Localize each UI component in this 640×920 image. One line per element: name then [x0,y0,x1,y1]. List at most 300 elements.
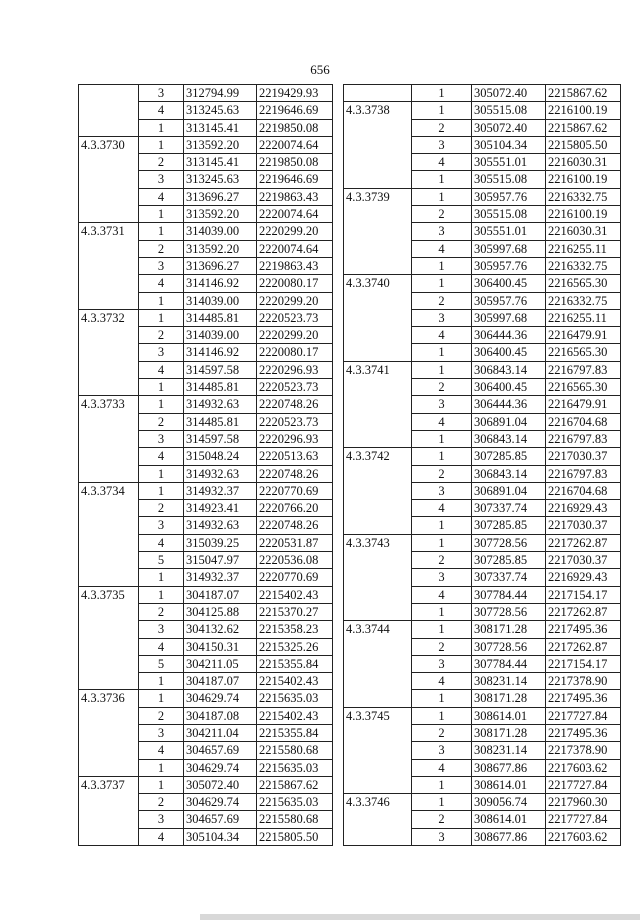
x-coordinate-cell: 305957.76 [472,292,546,309]
y-coordinate-cell: 2220074.64 [257,206,333,223]
point-number-cell: 1 [139,482,184,499]
point-number-cell: 2 [139,413,184,430]
x-coordinate-cell: 305997.68 [472,240,546,257]
point-number-cell: 2 [139,794,184,811]
point-number-cell: 3 [412,223,472,240]
y-coordinate-cell: 2219646.69 [257,171,333,188]
point-number-cell: 3 [139,517,184,534]
y-coordinate-cell: 2217727.84 [546,811,621,828]
y-coordinate-cell: 2215402.43 [257,586,333,603]
y-coordinate-cell: 2215805.50 [257,828,333,845]
y-coordinate-cell: 2215635.03 [257,794,333,811]
y-coordinate-cell: 2215867.62 [257,776,333,793]
y-coordinate-cell: 2216797.83 [546,465,621,482]
point-number-cell: 3 [139,430,184,447]
point-number-cell: 4 [139,638,184,655]
x-coordinate-cell: 314146.92 [184,344,257,361]
parcel-id-cell: 4.3.3735 [79,586,139,690]
table-row [79,136,333,153]
x-coordinate-cell: 306400.45 [472,275,546,292]
y-coordinate-cell: 2217378.90 [546,673,621,690]
point-number-cell: 1 [412,448,472,465]
point-number-cell: 1 [412,188,472,205]
x-coordinate-cell: 314039.00 [184,292,257,309]
y-coordinate-cell: 2215355.84 [257,655,333,672]
point-number-cell: 4 [412,240,472,257]
point-number-cell: 2 [139,707,184,724]
y-coordinate-cell: 2215370.27 [257,603,333,620]
y-coordinate-cell: 2220748.26 [257,465,333,482]
y-coordinate-cell: 2216332.75 [546,188,621,205]
point-number-cell: 3 [412,136,472,153]
y-coordinate-cell: 2220531.87 [257,534,333,551]
y-coordinate-cell: 2219863.43 [257,188,333,205]
y-coordinate-cell: 2215580.68 [257,742,333,759]
point-number-cell: 2 [412,292,472,309]
y-coordinate-cell: 2216565.30 [546,275,621,292]
table-row [344,448,621,465]
x-coordinate-cell: 306400.45 [472,344,546,361]
y-coordinate-cell: 2216255.11 [546,309,621,326]
x-coordinate-cell: 308614.01 [472,707,546,724]
x-coordinate-cell: 305551.01 [472,223,546,240]
y-coordinate-cell: 2217154.17 [546,586,621,603]
point-number-cell: 2 [139,500,184,517]
x-coordinate-cell: 304657.69 [184,811,257,828]
x-coordinate-cell: 307728.56 [472,534,546,551]
point-number-cell: 1 [139,119,184,136]
point-number-cell: 1 [412,621,472,638]
y-coordinate-cell: 2216565.30 [546,379,621,396]
x-coordinate-cell: 305515.08 [472,171,546,188]
y-coordinate-cell: 2216030.31 [546,223,621,240]
x-coordinate-cell: 314146.92 [184,275,257,292]
point-number-cell: 3 [412,569,472,586]
point-number-cell: 1 [412,517,472,534]
y-coordinate-cell: 2216332.75 [546,257,621,274]
x-coordinate-cell: 304187.08 [184,707,257,724]
point-number-cell: 2 [412,724,472,741]
parcel-id-cell: 4.3.3730 [79,136,139,222]
x-coordinate-cell: 307728.56 [472,638,546,655]
y-coordinate-cell: 2217262.87 [546,534,621,551]
point-number-cell: 1 [412,85,472,102]
point-number-cell: 2 [412,465,472,482]
point-number-cell: 1 [412,603,472,620]
y-coordinate-cell: 2219646.69 [257,102,333,119]
x-coordinate-cell: 308171.28 [472,621,546,638]
x-coordinate-cell: 307784.44 [472,586,546,603]
point-number-cell: 1 [139,206,184,223]
point-number-cell: 4 [139,742,184,759]
point-number-cell: 1 [139,465,184,482]
point-number-cell: 2 [412,552,472,569]
y-coordinate-cell: 2216100.19 [546,102,621,119]
point-number-cell: 1 [139,136,184,153]
y-coordinate-cell: 2215867.62 [546,85,621,102]
x-coordinate-cell: 307784.44 [472,655,546,672]
y-coordinate-cell: 2215355.84 [257,724,333,741]
y-coordinate-cell: 2215402.43 [257,707,333,724]
x-coordinate-cell: 314923.41 [184,500,257,517]
point-number-cell: 3 [139,621,184,638]
x-coordinate-cell: 305072.40 [472,85,546,102]
x-coordinate-cell: 314932.63 [184,396,257,413]
x-coordinate-cell: 304132.62 [184,621,257,638]
x-coordinate-cell: 304187.07 [184,586,257,603]
x-coordinate-cell: 313696.27 [184,188,257,205]
point-number-cell: 2 [412,206,472,223]
table-row [344,102,621,119]
x-coordinate-cell: 313592.20 [184,206,257,223]
point-number-cell: 2 [139,603,184,620]
point-number-cell: 4 [139,102,184,119]
table-row [344,361,621,378]
point-number-cell: 5 [139,655,184,672]
point-number-cell: 1 [412,171,472,188]
y-coordinate-cell: 2216704.68 [546,482,621,499]
parcel-id-cell: 4.3.3741 [344,361,412,447]
x-coordinate-cell: 304211.05 [184,655,257,672]
point-number-cell: 1 [412,257,472,274]
y-coordinate-cell: 2216332.75 [546,292,621,309]
x-coordinate-cell: 306843.14 [472,430,546,447]
x-coordinate-cell: 307285.85 [472,552,546,569]
point-number-cell: 1 [412,690,472,707]
y-coordinate-cell: 2220074.64 [257,136,333,153]
x-coordinate-cell: 314597.58 [184,361,257,378]
point-number-cell: 1 [412,794,472,811]
y-coordinate-cell: 2215402.43 [257,673,333,690]
x-coordinate-cell: 307337.74 [472,500,546,517]
table-row [344,85,621,102]
coordinates-table-right [343,84,621,846]
x-coordinate-cell: 308614.01 [472,776,546,793]
table-row [79,776,333,793]
parcel-id-cell: 4.3.3731 [79,223,139,309]
y-coordinate-cell: 2217262.87 [546,603,621,620]
x-coordinate-cell: 314932.37 [184,569,257,586]
x-coordinate-cell: 304150.31 [184,638,257,655]
y-coordinate-cell: 2216479.91 [546,396,621,413]
point-number-cell: 3 [412,396,472,413]
parcel-id-cell: 4.3.3734 [79,482,139,586]
y-coordinate-cell: 2216704.68 [546,413,621,430]
x-coordinate-cell: 313245.63 [184,171,257,188]
y-coordinate-cell: 2216797.83 [546,361,621,378]
y-coordinate-cell: 2215580.68 [257,811,333,828]
x-coordinate-cell: 314597.58 [184,430,257,447]
x-coordinate-cell: 305515.08 [472,102,546,119]
point-number-cell: 3 [139,724,184,741]
y-coordinate-cell: 2217495.36 [546,690,621,707]
point-number-cell: 2 [412,811,472,828]
point-number-cell: 3 [139,811,184,828]
point-number-cell: 1 [139,309,184,326]
x-coordinate-cell: 305997.68 [472,309,546,326]
y-coordinate-cell: 2220748.26 [257,517,333,534]
x-coordinate-cell: 314932.63 [184,517,257,534]
x-coordinate-cell: 306444.36 [472,327,546,344]
x-coordinate-cell: 314485.81 [184,413,257,430]
point-number-cell: 1 [412,776,472,793]
point-number-cell: 1 [412,534,472,551]
x-coordinate-cell: 307337.74 [472,569,546,586]
point-number-cell: 4 [412,673,472,690]
parcel-id-cell: 4.3.3739 [344,188,412,274]
scan-edge [200,914,640,920]
y-coordinate-cell: 2220770.69 [257,569,333,586]
y-coordinate-cell: 2215325.26 [257,638,333,655]
point-number-cell: 4 [412,586,472,603]
point-number-cell: 1 [139,690,184,707]
page-number: 656 [310,62,330,77]
parcel-id-cell: 4.3.3732 [79,309,139,395]
y-coordinate-cell: 2220299.20 [257,327,333,344]
x-coordinate-cell: 306843.14 [472,361,546,378]
y-coordinate-cell: 2217154.17 [546,655,621,672]
table-row [344,707,621,724]
x-coordinate-cell: 314932.63 [184,465,257,482]
point-number-cell: 1 [139,396,184,413]
x-coordinate-cell: 306891.04 [472,482,546,499]
y-coordinate-cell: 2219850.08 [257,119,333,136]
parcel-id-cell [79,85,139,137]
y-coordinate-cell: 2220770.69 [257,482,333,499]
y-coordinate-cell: 2217603.62 [546,828,621,845]
parcel-id-cell: 4.3.3737 [79,776,139,845]
x-coordinate-cell: 304657.69 [184,742,257,759]
point-number-cell: 3 [412,482,472,499]
y-coordinate-cell: 2219850.08 [257,154,333,171]
y-coordinate-cell: 2220080.17 [257,275,333,292]
point-number-cell: 1 [139,292,184,309]
parcel-id-cell: 4.3.3745 [344,707,412,793]
table-row [344,534,621,551]
point-number-cell: 1 [412,344,472,361]
y-coordinate-cell: 2217378.90 [546,742,621,759]
x-coordinate-cell: 307285.85 [472,517,546,534]
x-coordinate-cell: 314485.81 [184,379,257,396]
y-coordinate-cell: 2216797.83 [546,430,621,447]
point-number-cell: 4 [412,413,472,430]
parcel-id-cell: 4.3.3746 [344,794,412,846]
x-coordinate-cell: 308614.01 [472,811,546,828]
y-coordinate-cell: 2220074.64 [257,240,333,257]
x-coordinate-cell: 305104.34 [472,136,546,153]
y-coordinate-cell: 2220523.73 [257,309,333,326]
y-coordinate-cell: 2217030.37 [546,552,621,569]
x-coordinate-cell: 313592.20 [184,240,257,257]
y-coordinate-cell: 2219863.43 [257,257,333,274]
point-number-cell: 3 [412,309,472,326]
y-coordinate-cell: 2216100.19 [546,206,621,223]
x-coordinate-cell: 304187.07 [184,673,257,690]
y-coordinate-cell: 2220513.63 [257,448,333,465]
point-number-cell: 4 [139,534,184,551]
point-number-cell: 3 [139,257,184,274]
x-coordinate-cell: 304629.74 [184,794,257,811]
x-coordinate-cell: 307285.85 [472,448,546,465]
point-number-cell: 1 [139,379,184,396]
table-row [344,794,621,811]
y-coordinate-cell: 2215805.50 [546,136,621,153]
x-coordinate-cell: 308677.86 [472,828,546,845]
x-coordinate-cell: 304211.04 [184,724,257,741]
point-number-cell: 1 [412,102,472,119]
y-coordinate-cell: 2216929.43 [546,569,621,586]
parcel-id-cell: 4.3.3742 [344,448,412,534]
point-number-cell: 2 [139,327,184,344]
point-number-cell: 1 [412,275,472,292]
coordinates-table-left [78,84,333,846]
x-coordinate-cell: 307728.56 [472,603,546,620]
x-coordinate-cell: 314485.81 [184,309,257,326]
point-number-cell: 1 [139,223,184,240]
x-coordinate-cell: 305957.76 [472,257,546,274]
x-coordinate-cell: 308231.14 [472,673,546,690]
point-number-cell: 4 [139,188,184,205]
table-row [79,586,333,603]
point-number-cell: 4 [139,448,184,465]
table-row [344,621,621,638]
table-row [79,309,333,326]
point-number-cell: 2 [412,379,472,396]
y-coordinate-cell: 2215635.03 [257,690,333,707]
x-coordinate-cell: 313696.27 [184,257,257,274]
point-number-cell: 4 [412,759,472,776]
table-row [79,396,333,413]
point-number-cell: 1 [139,586,184,603]
x-coordinate-cell: 313145.41 [184,119,257,136]
x-coordinate-cell: 305072.40 [472,119,546,136]
y-coordinate-cell: 2220536.08 [257,552,333,569]
y-coordinate-cell: 2215867.62 [546,119,621,136]
y-coordinate-cell: 2220523.73 [257,413,333,430]
parcel-id-cell: 4.3.3743 [344,534,412,620]
parcel-id-cell: 4.3.3744 [344,621,412,707]
table-row [79,690,333,707]
x-coordinate-cell: 304629.74 [184,759,257,776]
x-coordinate-cell: 306444.36 [472,396,546,413]
point-number-cell: 3 [412,742,472,759]
y-coordinate-cell: 2217030.37 [546,517,621,534]
y-coordinate-cell: 2219429.93 [257,85,333,102]
y-coordinate-cell: 2216929.43 [546,500,621,517]
x-coordinate-cell: 315039.25 [184,534,257,551]
point-number-cell: 1 [139,569,184,586]
x-coordinate-cell: 314932.37 [184,482,257,499]
point-number-cell: 3 [412,655,472,672]
y-coordinate-cell: 2216255.11 [546,240,621,257]
y-coordinate-cell: 2216030.31 [546,154,621,171]
x-coordinate-cell: 314039.00 [184,327,257,344]
x-coordinate-cell: 306891.04 [472,413,546,430]
y-coordinate-cell: 2217960.30 [546,794,621,811]
point-number-cell: 2 [412,638,472,655]
x-coordinate-cell: 313592.20 [184,136,257,153]
point-number-cell: 1 [412,361,472,378]
y-coordinate-cell: 2216565.30 [546,344,621,361]
x-coordinate-cell: 305551.01 [472,154,546,171]
x-coordinate-cell: 313245.63 [184,102,257,119]
y-coordinate-cell: 2217262.87 [546,638,621,655]
point-number-cell: 3 [139,344,184,361]
y-coordinate-cell: 2217727.84 [546,707,621,724]
x-coordinate-cell: 309056.74 [472,794,546,811]
parcel-id-cell: 4.3.3738 [344,102,412,188]
point-number-cell: 1 [139,759,184,776]
x-coordinate-cell: 304629.74 [184,690,257,707]
point-number-cell: 2 [139,240,184,257]
point-number-cell: 4 [139,828,184,845]
point-number-cell: 1 [412,430,472,447]
y-coordinate-cell: 2217495.36 [546,724,621,741]
point-number-cell: 5 [139,552,184,569]
x-coordinate-cell: 305104.34 [184,828,257,845]
y-coordinate-cell: 2217495.36 [546,621,621,638]
table-row [79,85,333,102]
table-row [344,188,621,205]
x-coordinate-cell: 305515.08 [472,206,546,223]
x-coordinate-cell: 306400.45 [472,379,546,396]
point-number-cell: 2 [139,154,184,171]
x-coordinate-cell: 308171.28 [472,690,546,707]
point-number-cell: 4 [412,327,472,344]
parcel-id-cell [344,85,412,102]
point-number-cell: 3 [139,85,184,102]
x-coordinate-cell: 305072.40 [184,776,257,793]
x-coordinate-cell: 313145.41 [184,154,257,171]
x-coordinate-cell: 315047.97 [184,552,257,569]
x-coordinate-cell: 308231.14 [472,742,546,759]
table-row [79,482,333,499]
y-coordinate-cell: 2220766.20 [257,500,333,517]
parcel-id-cell: 4.3.3733 [79,396,139,482]
x-coordinate-cell: 304125.88 [184,603,257,620]
y-coordinate-cell: 2220299.20 [257,223,333,240]
point-number-cell: 2 [412,119,472,136]
y-coordinate-cell: 2220299.20 [257,292,333,309]
point-number-cell: 3 [139,171,184,188]
point-number-cell: 3 [412,828,472,845]
y-coordinate-cell: 2220296.93 [257,430,333,447]
x-coordinate-cell: 315048.24 [184,448,257,465]
y-coordinate-cell: 2216479.91 [546,327,621,344]
parcel-id-cell: 4.3.3740 [344,275,412,361]
point-number-cell: 4 [412,154,472,171]
point-number-cell: 1 [412,707,472,724]
table-row [344,275,621,292]
x-coordinate-cell: 306843.14 [472,465,546,482]
y-coordinate-cell: 2220296.93 [257,361,333,378]
y-coordinate-cell: 2215635.03 [257,759,333,776]
x-coordinate-cell: 308677.86 [472,759,546,776]
point-number-cell: 1 [139,673,184,690]
y-coordinate-cell: 2217603.62 [546,759,621,776]
y-coordinate-cell: 2220080.17 [257,344,333,361]
y-coordinate-cell: 2217030.37 [546,448,621,465]
y-coordinate-cell: 2220748.26 [257,396,333,413]
point-number-cell: 1 [139,776,184,793]
x-coordinate-cell: 308171.28 [472,724,546,741]
x-coordinate-cell: 305957.76 [472,188,546,205]
y-coordinate-cell: 2216100.19 [546,171,621,188]
point-number-cell: 4 [139,275,184,292]
x-coordinate-cell: 314039.00 [184,223,257,240]
y-coordinate-cell: 2217727.84 [546,776,621,793]
y-coordinate-cell: 2220523.73 [257,379,333,396]
